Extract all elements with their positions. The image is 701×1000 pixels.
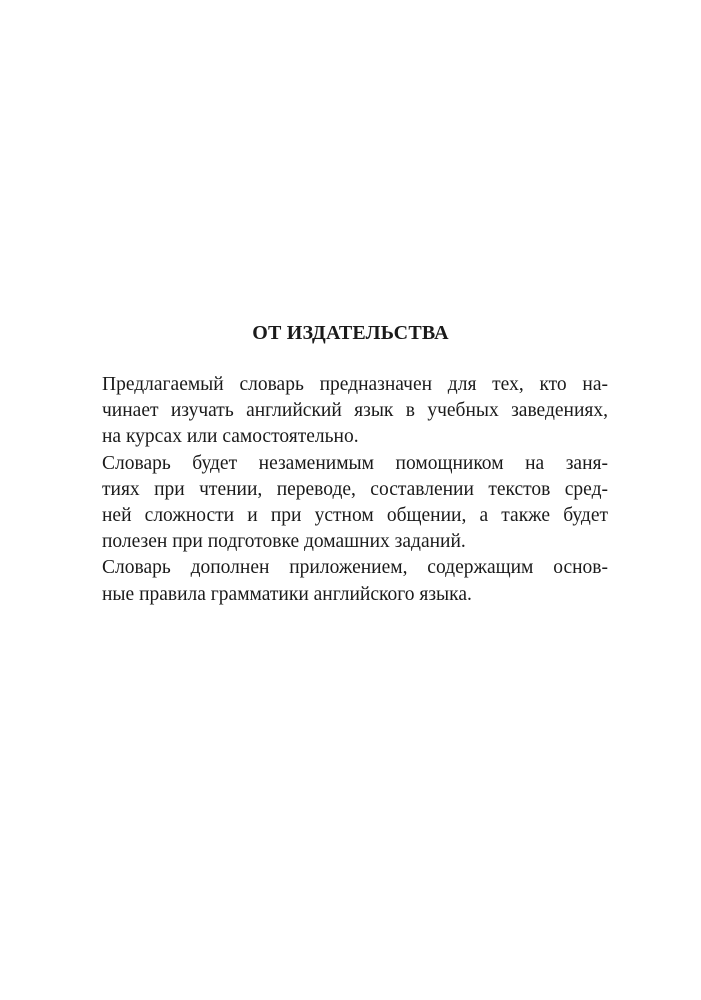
line-text: Предлагаемый словарь предназначен для тех, кто на- <box>102 374 608 395</box>
paragraph-line <box>102 372 608 398</box>
line-text: чинает изучать английский язык в учебных заведениях, <box>102 400 608 422</box>
paragraph-line <box>102 582 608 608</box>
line-text: ные правила грамматики английского языка. <box>102 583 472 605</box>
paragraph-3 <box>102 555 608 607</box>
paragraph-line <box>102 451 608 477</box>
paragraph-1 <box>102 372 608 451</box>
paragraph-line <box>102 529 608 555</box>
paragraph-2 <box>102 451 608 556</box>
paragraph-line <box>102 424 608 450</box>
paragraph-line <box>102 398 608 424</box>
line-text: полезен при подготовке домашних заданий. <box>102 531 466 553</box>
paragraph-line <box>102 477 608 503</box>
paragraph-line <box>102 503 608 529</box>
paragraph-line <box>102 555 608 581</box>
line-text: ней сложности и при устном общении, а также будет <box>102 505 608 527</box>
page-title: ОТ ИЗДАТЕЛЬСТВА <box>252 322 449 344</box>
line-text: Словарь дополнен приложением, содержащим основ- <box>102 557 608 579</box>
body-text <box>102 372 608 608</box>
line-text: Словарь будет незаменимым помощником на заня- <box>102 452 608 474</box>
line-text: тиях при чтении, переводе, составлении текстов сред- <box>102 478 608 500</box>
line-text: на курсах или самостоятельно. <box>102 426 359 448</box>
